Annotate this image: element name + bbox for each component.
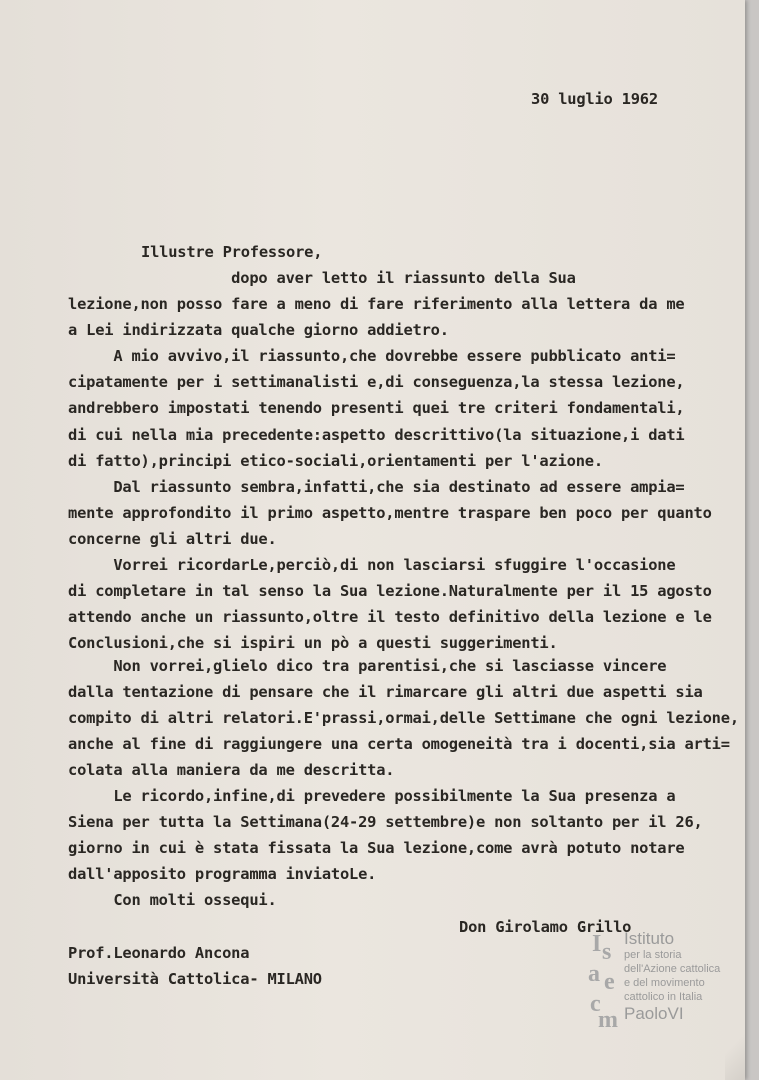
body-line: cipatamente per i settimanalisti e,di conseguenza,la stessa lezione, — [68, 373, 685, 391]
monogram-letter: s — [602, 939, 612, 965]
body-line: A mio avvivo,il riassunto,che dovrebbe essere pubblicato anti= — [68, 347, 676, 365]
isacem-watermark-logo — [586, 930, 726, 1034]
body-line: di completare in tal senso la Sua lezione.Naturalmente per il 15 agosto — [68, 582, 712, 600]
monogram-letter: a — [588, 961, 600, 987]
body-line: colata alla maniera da me descritta. — [68, 761, 395, 779]
body-line: di fatto),principi etico-sociali,orientamenti per l'azione. — [68, 452, 603, 470]
letter-date: 30 luglio 1962 — [531, 90, 658, 108]
body-line: andrebbero impostati tenendo presenti quei tre criteri fondamentali, — [68, 399, 685, 417]
signature: Don Girolamo Grillo — [459, 918, 632, 936]
body-line: dopo aver letto il riassunto della Sua — [68, 269, 576, 287]
watermark-line: PaoloVI — [624, 1004, 684, 1023]
body-line: di cui nella mia precedente:aspetto descrittivo(la situazione,i dati — [68, 426, 685, 444]
monogram-letter: c — [590, 991, 601, 1017]
salutation: Illustre Professore, — [141, 243, 323, 261]
body-line: Conclusioni,che si ispiri un pò a questi suggerimenti. — [68, 634, 558, 652]
body-line: dall'apposito programma inviatoLe. — [68, 865, 377, 883]
body-line: Non vorrei,glielo dico tra parentisi,che si lasciasse vincere — [68, 657, 667, 675]
body-line: Le ricordo,infine,di prevedere possibilmente la Sua presenza a — [68, 787, 676, 805]
body-line: Siena per tutta la Settimana(24-29 settembre)e non soltanto per il 26, — [68, 813, 703, 831]
body-line: anche al fine di raggiungere una certa omogeneità tra i docenti,sia arti= — [68, 735, 730, 753]
body-line: a Lei indirizzata qualche giorno addietro. — [68, 321, 449, 339]
monogram-letter: m — [598, 1007, 618, 1033]
body-line: dalla tentazione di pensare che il rimarcare gli altri due aspetti sia — [68, 683, 703, 701]
body-line: mente approfondito il primo aspetto,mentre traspare ben poco per quanto — [68, 504, 712, 522]
watermark-text — [624, 930, 728, 1023]
body-line: attendo anche un riassunto,oltre il testo definitivo della lezione e le — [68, 608, 712, 626]
body-line: giorno in cui è stata fissata la Sua lezione,come avrà potuto notare — [68, 839, 685, 857]
page-shadow — [725, 1020, 745, 1080]
body-line: Con molti ossequi. — [68, 891, 277, 909]
body-line: Vorrei ricordarLe,perciò,di non lasciarsi sfuggire l'occasione — [68, 556, 676, 574]
body-line: lezione,non posso fare a meno di fare riferimento alla lettera da me — [68, 295, 685, 313]
watermark-line: e del movimento — [624, 977, 705, 989]
watermark-line: per la storia — [624, 949, 682, 961]
watermark-line: dell'Azione cattolica — [624, 963, 721, 975]
body-line: concerne gli altri due. — [68, 530, 277, 548]
monogram-logo — [586, 932, 622, 1032]
watermark-line: Istituto — [624, 929, 675, 948]
monogram-letter: e — [604, 969, 615, 995]
recipient-address: Università Cattolica- MILANO — [68, 970, 322, 988]
monogram-letter: I — [592, 931, 602, 957]
watermark-line: cattolico in Italia — [624, 991, 703, 1003]
body-line: Dal riassunto sembra,infatti,che sia destinato ad essere ampia= — [68, 478, 685, 496]
body-line: compito di altri relatori.E'prassi,ormai,delle Settimane che ogni lezione, — [68, 709, 739, 727]
recipient-name: Prof.Leonardo Ancona — [68, 944, 250, 962]
